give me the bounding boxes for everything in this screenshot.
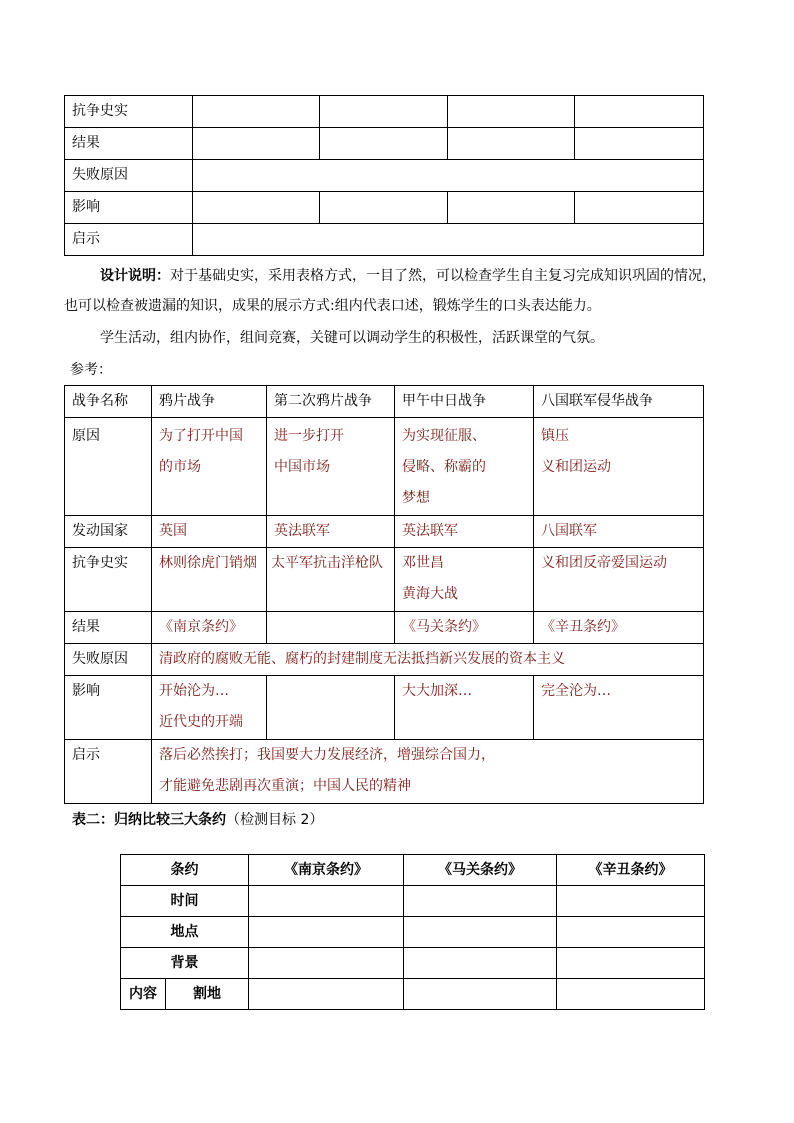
table-header-row [65,386,704,418]
table-cell [534,418,704,516]
table3-title-note: （检测目标 2） [226,812,324,828]
blank-cell[interactable] [249,886,404,917]
row-label: 启示 [65,224,193,256]
blank-cell[interactable] [575,192,704,224]
table-row-influence [65,676,704,740]
cell-line: 近代史的开端 [159,714,243,730]
row-label: 结果 [65,128,193,160]
cell-line: 开始沦为… [159,683,229,699]
table-cell: 八国联军 [534,516,704,548]
cell-line: 侵略、称霸的 [402,459,486,475]
blank-cell[interactable] [557,948,705,979]
table-cell: 义和团反帝爱国运动 [534,548,704,612]
table-cell: 完全沦为… [534,676,704,740]
table-row-struggle [65,548,704,612]
cell-line: 黄海大战 [402,586,458,602]
blank-war-table [64,95,704,256]
table-cell [267,676,395,740]
table-row [121,886,705,917]
blank-cell[interactable] [404,979,557,1010]
blank-cell[interactable] [575,96,704,128]
blank-cell[interactable] [557,979,705,1010]
blank-cell[interactable] [320,96,448,128]
blank-cell[interactable] [249,917,404,948]
design-note-line1 [100,266,716,286]
design-note-line2: 也可以检查被遗漏的知识，成果的展示方式:组内代表口述，锻炼学生的口头表达能力。 [64,298,601,314]
table-row [65,192,704,224]
row-label: 启示 [65,740,152,804]
row-sublabel: 割地 [166,979,249,1010]
row-label: 失败原因 [65,644,152,676]
header-cell: 《南京条约》 [249,855,404,886]
row-label: 失败原因 [65,160,193,192]
row-label: 内容 [121,979,166,1010]
table-row-lesson [65,740,704,804]
header-cell: 条约 [121,855,249,886]
table-cell [267,418,395,516]
cell-line: 镇压 [541,428,569,444]
table-cell: 太平军抗击洋枪队 [267,548,395,612]
cell-line: 为实现征服、 [402,428,486,444]
design-note-text: 对于基础史实，采用表格方式，一目了然，可以检查学生自主复习完成知识巩固的情况， [170,268,716,284]
table-cell [395,418,534,516]
row-label: 影响 [65,192,193,224]
table3-title [72,810,323,830]
table-row-result [65,612,704,644]
table-cell: 林则徐虎门销烟 [152,548,267,612]
design-note-line3: 学生活动，组内协作，组间竞赛，关键可以调动学生的积极性，活跃课堂的气氛。 [100,330,604,346]
blank-cell[interactable] [193,96,320,128]
cell-line: 落后必然挨打；我国要大力发展经济，增强综合国力， [159,747,495,763]
cell-line: 进一步打开 [274,428,344,444]
table-cell: 大大加深… [395,676,534,740]
blank-cell[interactable] [404,917,557,948]
row-label: 抗争史实 [65,548,152,612]
table-row-initiator [65,516,704,548]
blank-cell[interactable] [557,886,705,917]
row-label: 抗争史实 [65,96,193,128]
row-label: 时间 [121,886,249,917]
cell-line: 邓世昌 [402,555,444,571]
header-cell: 战争名称 [65,386,152,418]
blank-cell[interactable] [193,224,704,256]
table-row [65,160,704,192]
header-cell: 《马关条约》 [404,855,557,886]
cell-line: 的市场 [159,459,201,475]
row-label: 发动国家 [65,516,152,548]
table-cell [267,612,395,644]
table3-title-bold: 表二：归纳比较三大条约 [72,812,226,828]
treaty-comparison-table [120,854,705,1010]
table-cell: 清政府的腐败无能、腐朽的封建制度无法抵挡新兴发展的资本主义 [152,644,704,676]
design-note-title: 设计说明： [100,268,170,284]
table-cell: 《辛丑条约》 [534,612,704,644]
blank-cell[interactable] [320,128,448,160]
table-row-reason [65,418,704,516]
blank-cell[interactable] [249,979,404,1010]
cell-line: 中国市场 [274,459,330,475]
table-row [65,128,704,160]
table-cell [152,418,267,516]
cell-line: 梦想 [402,490,430,506]
table-cell: 《南京条约》 [152,612,267,644]
table-cell: 英法联军 [395,516,534,548]
table-cell: 英法联军 [267,516,395,548]
blank-cell[interactable] [193,128,320,160]
row-label: 地点 [121,917,249,948]
header-cell: 鸦片战争 [152,386,267,418]
cell-line: 为了打开中国 [159,428,243,444]
reference-label: 参考： [70,362,112,378]
table-cell [152,740,704,804]
header-cell: 八国联军侵华战争 [534,386,704,418]
table-row [65,224,704,256]
cell-line: 义和团运动 [541,459,611,475]
blank-cell[interactable] [575,128,704,160]
header-cell: 甲午中日战争 [395,386,534,418]
table-cell [152,676,267,740]
blank-cell[interactable] [448,128,575,160]
cell-line: 才能避免悲剧再次重演；中国人民的精神 [159,778,411,794]
table-row [121,917,705,948]
table-cell: 英国 [152,516,267,548]
table-row [121,948,705,979]
blank-cell[interactable] [193,160,704,192]
row-label: 原因 [65,418,152,516]
row-label: 结果 [65,612,152,644]
blank-cell[interactable] [448,192,575,224]
table-header-row [121,855,705,886]
blank-cell[interactable] [448,96,575,128]
blank-cell[interactable] [320,192,448,224]
blank-cell[interactable] [193,192,320,224]
table-row [121,979,705,1010]
reference-war-table [64,385,704,804]
blank-cell[interactable] [404,886,557,917]
blank-cell[interactable] [557,917,705,948]
blank-cell[interactable] [404,948,557,979]
header-cell: 《辛丑条约》 [557,855,705,886]
table-cell [395,548,534,612]
row-label: 背景 [121,948,249,979]
table-row [65,96,704,128]
table-cell: 《马关条约》 [395,612,534,644]
blank-cell[interactable] [249,948,404,979]
row-label: 影响 [65,676,152,740]
header-cell: 第二次鸦片战争 [267,386,395,418]
table-row-failure [65,644,704,676]
